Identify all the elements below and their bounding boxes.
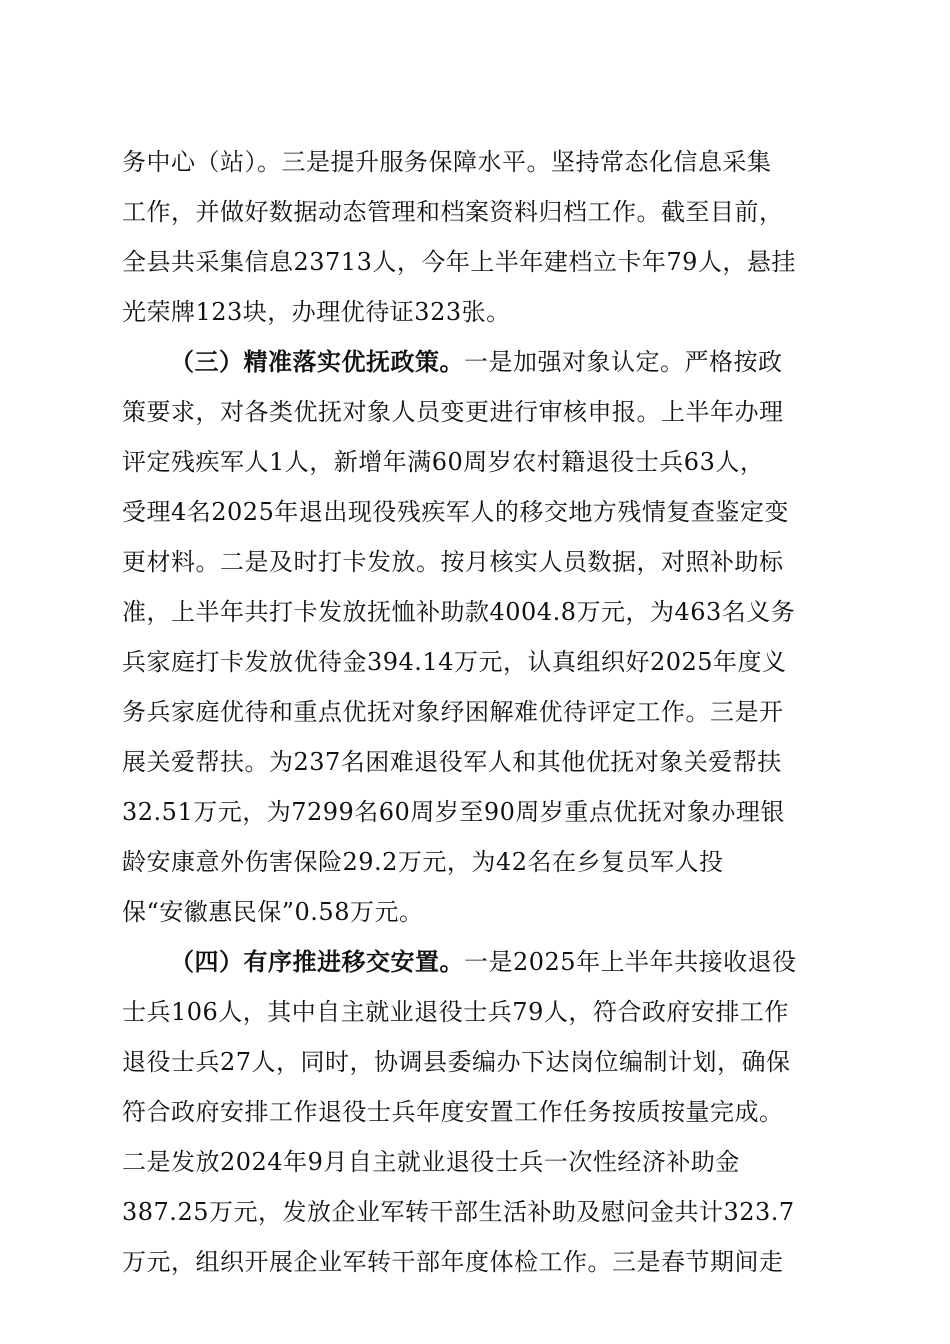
text-run: 一是加强对象认定。严格按政 xyxy=(464,348,783,376)
text-line: 士兵106人，其中自主就业退役士兵79人，符合政府安排工作 xyxy=(122,998,789,1026)
text-line: 退役士兵27人，同时，协调县委编办下达岗位编制计划，确保 xyxy=(122,1048,791,1076)
text-line: 符合政府安排工作退役士兵年度安置工作任务按质按量完成。 xyxy=(122,1098,784,1126)
text-line: 32.51万元，为7299名60周岁至90周岁重点优抚对象办理银 xyxy=(122,798,785,826)
text-line: 全县共采集信息23713人，今年上半年建档立卡年79人，悬挂 xyxy=(122,248,796,276)
text-line: 务兵家庭优待和重点优抚对象纾困解难优待评定工作。三是开 xyxy=(122,698,784,726)
text-line: 展关爱帮扶。为237名困难退役军人和其他优抚对象关爱帮扶 xyxy=(122,748,782,776)
text-line: 务中心（站）。三是提升服务保障水平。坚持常态化信息采集 xyxy=(122,148,772,176)
text-line: 更材料。二是及时打卡发放。按月核实人员数据，对照补助标 xyxy=(122,548,784,576)
paragraph-transfer-placement xyxy=(122,937,827,1287)
text-line: 工作，并做好数据动态管理和档案资料归档工作。截至目前， xyxy=(122,198,784,226)
text-line xyxy=(122,337,827,387)
section-heading: （三）精准落实优抚政策。 xyxy=(170,347,464,376)
text-line: 兵家庭打卡发放优待金394.14万元，认真组织好2025年度义 xyxy=(122,648,787,676)
text-line: 万元，组织开展企业军转干部年度体检工作。三是春节期间走 xyxy=(122,1248,784,1276)
text-line: 龄安康意外伤害保险29.2万元，为42名在乡复员军人投 xyxy=(122,848,724,876)
text-line: 受理4名2025年退出现役残疾军人的移交地方残情复查鉴定变 xyxy=(122,498,789,526)
text-line: 策要求，对各类优抚对象人员变更进行审核申报。上半年办理 xyxy=(122,398,784,426)
text-line: 保“安徽惠民保”0.58万元。 xyxy=(122,898,424,926)
paragraph-preferential-policy xyxy=(122,337,827,937)
text-line: 387.25万元，发放企业军转干部生活补助及慰问金共计323.7 xyxy=(122,1198,795,1226)
section-heading: （四）有序推进移交安置。 xyxy=(170,947,464,976)
text-line xyxy=(122,937,827,987)
text-line: 光荣牌123块，办理优待证323张。 xyxy=(122,298,511,326)
text-run: 一是2025年上半年共接收退役 xyxy=(464,948,797,976)
text-line: 准，上半年共打卡发放抚恤补助款4004.8万元，为463名义务 xyxy=(122,598,796,626)
text-line: 评定残疾军人1人，新增年满60周岁农村籍退役士兵63人， xyxy=(122,448,765,476)
paragraph-service-center xyxy=(122,137,827,337)
text-line: 二是发放2024年9月自主就业退役士兵一次性经济补助金 xyxy=(122,1148,740,1176)
